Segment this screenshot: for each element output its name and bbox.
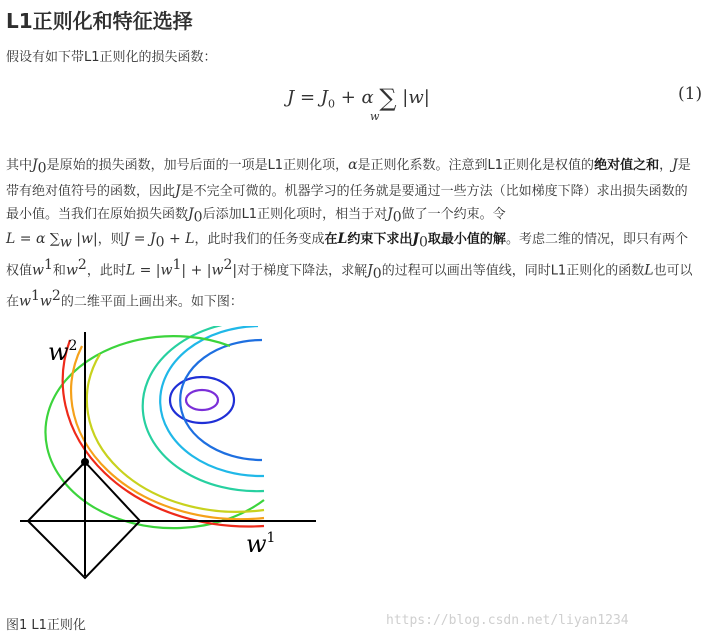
intro-text: 假设有如下带L1正则化的损失函数： [6,50,217,65]
sum-subscript: w [370,110,380,123]
y-axis-label: $w^2$ [48,338,78,366]
contour-lines [45,326,264,528]
sum-symbol: ∑ [379,84,397,112]
contour-4 [160,326,264,476]
contour-3 [180,340,262,460]
x-axis-label: $w^1$ [246,530,276,558]
contour-7 [87,354,264,512]
explanation-paragraph: 其中$J_0$是原始的损失函数，加号后面的一项是L1正则化项，α是正则化系数。注意到L1正则化是权值的绝对值之和，J是带有绝对值符号的函数，因此J是不完全可微的。机器学习的任务就是要通过一些方法（比如梯度下降）求出损失函数的最小值。当我们在原始损失函数$J_0$后添加L1正则化项时，相当于对$J_0$做了一个约束。令 L = α $\sum_w$ |w|，则$J = J_0 + L$，此时我们的任务变成在L约束下求出$J_0$取最小值的解。考虑二维的情况，即只有两个权值$w^1$和$w^2$，此时$L = |w^1| + |w^2|$对于梯度下降法，求解$J_0$的过程可以画出等值线，同时L1正则化的函数L也可以在$w^1w^2$的二维平面上画出来。如下图： [6,157,693,310]
contour-1 [186,390,218,410]
watermark: https://blog.csdn.net/liyan1234 [386,613,629,628]
l1-figure [20,326,320,590]
l1-contour-diagram [20,326,320,586]
equation-number: (1) [678,84,703,104]
equation-1 [0,76,707,126]
contour-6 [45,336,264,528]
figure-caption: 图1 L1正则化 [6,618,86,633]
equation-body: $J = J_0 + \alpha$ ∑ |w| [287,84,430,112]
page-title: L1正则化和特征选择 [6,9,193,33]
solution-point [81,458,89,466]
